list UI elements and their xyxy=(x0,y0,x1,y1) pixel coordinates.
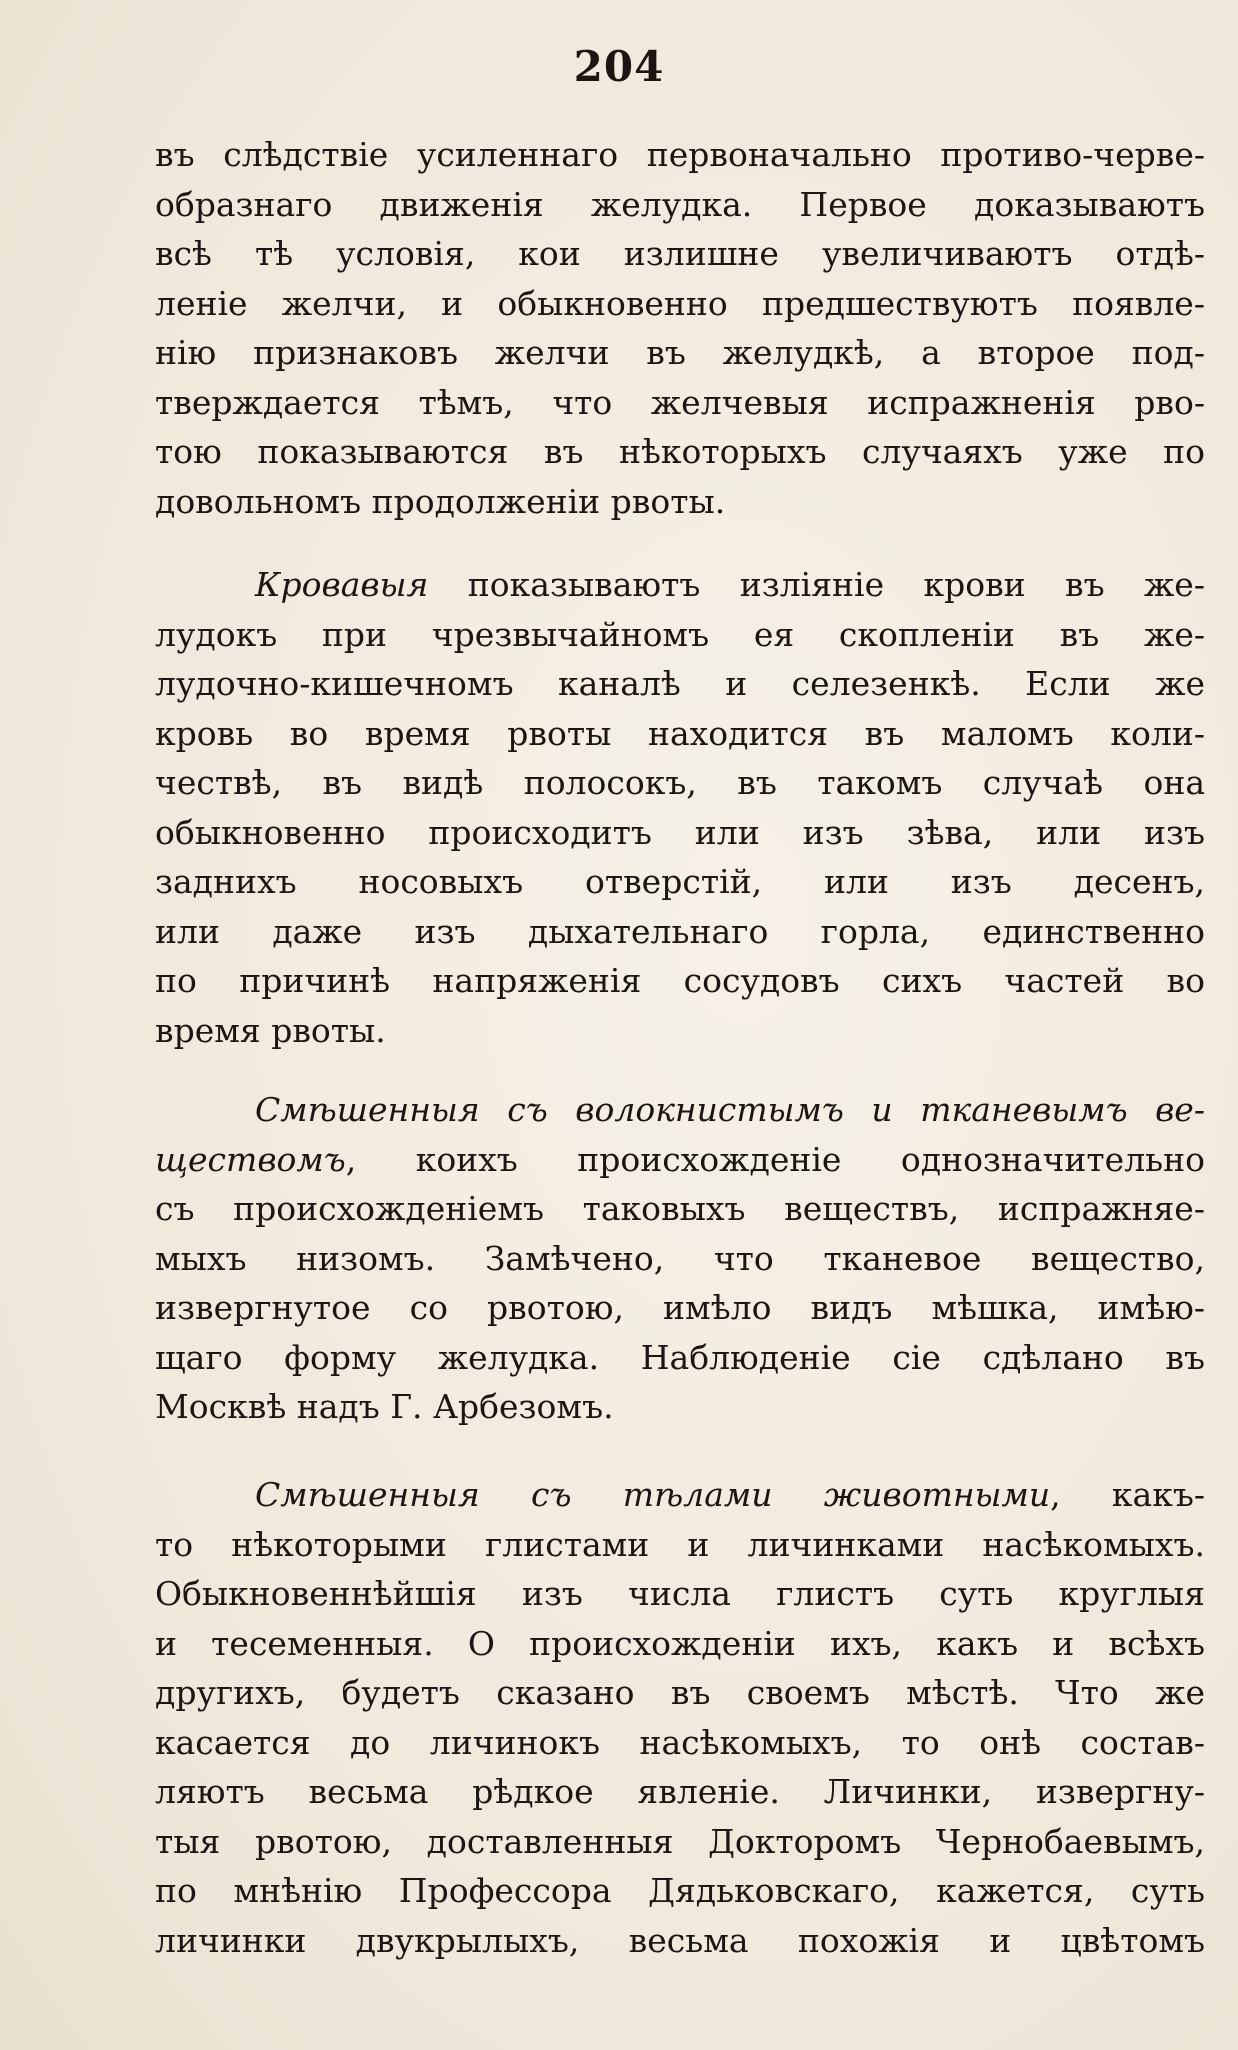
text-line: лудочно-кишечномъ каналѣ и селезенкѣ. Если же xyxy=(155,664,1205,703)
text-line: кровь во время рвоты находится въ маломъ коли- xyxy=(155,713,1205,753)
text-line: ляютъ весьма рѣдкое явленіе. Личинки, извергну- xyxy=(155,1772,1205,1811)
text-line: нію признаковъ желчи въ желудкѣ, а второе под- xyxy=(155,333,1205,372)
text-fragment: показываютъ изліяніе крови въ же- xyxy=(428,565,1205,604)
text-line: тыя рвотою, доставленныя Докторомъ Чернобаевымъ, xyxy=(155,1821,1205,1861)
text-line: тою показываются въ нѣкоторыхъ случаяхъ уже по xyxy=(155,432,1205,471)
text-line: касается до личинокъ насѣкомыхъ, то онѣ состав- xyxy=(155,1722,1205,1762)
text-line: или даже изъ дыхательнаго горла, единственно xyxy=(155,911,1205,951)
paragraph-4 xyxy=(155,1470,1205,1965)
text-line: тверждается тѣмъ, что желчевыя испражненія рво- xyxy=(155,382,1205,422)
text-line: извергнутое со рвотою, имѣло видъ мѣшка, имѣю- xyxy=(155,1288,1205,1327)
text-line: мыхъ низомъ. Замѣчено, что тканевое вещество, xyxy=(155,1238,1205,1278)
italic-term: Кровавыя xyxy=(255,565,429,604)
page-number: 204 xyxy=(573,42,665,91)
text-fragment: , коихъ происхожденіе однозначительно xyxy=(345,1139,1205,1179)
text-line xyxy=(155,560,1205,610)
italic-term: ществомъ xyxy=(155,1139,346,1179)
text-line: обыкновенно происходитъ или изъ зѣва, или изъ xyxy=(155,812,1205,852)
text-line: лудокъ при чрезвычайномъ ея скопленіи въ же- xyxy=(155,614,1205,654)
paragraph-3 xyxy=(155,1085,1205,1432)
text-line: личинки двукрылыхъ, весьма похожія и цвѣтомъ xyxy=(155,1920,1205,1960)
text-line: щаго форму желудка. Наблюденіе сіе сдѣлано въ xyxy=(155,1337,1205,1377)
text-line: чествѣ, въ видѣ полосокъ, въ такомъ случаѣ она xyxy=(155,763,1205,802)
text-line xyxy=(155,1470,1205,1520)
paragraph-2 xyxy=(155,560,1205,1055)
text-line: заднихъ носовыхъ отверстій, или изъ десенъ, xyxy=(155,862,1205,901)
text-line: въ слѣдствіе усиленнаго первоначально противо-черве- xyxy=(155,135,1205,174)
paragraph-1 xyxy=(155,130,1205,526)
text-line: Обыкновеннѣйшія изъ числа глистъ суть круглыя xyxy=(155,1574,1205,1613)
italic-term: Смѣшенныя съ волокнистымъ и тканевымъ ве- xyxy=(255,1090,1205,1129)
text-line: образнаго движенія желудка. Первое доказываютъ xyxy=(155,184,1205,224)
text-line: Москвѣ надъ Г. Арбезомъ. xyxy=(155,1387,614,1426)
text-line: по причинѣ напряженія сосудовъ сихъ частей во xyxy=(155,961,1205,1000)
text-fragment: , какъ- xyxy=(1050,1475,1205,1514)
text-line: съ происхожденіемъ таковыхъ веществъ, испражняе- xyxy=(155,1189,1205,1228)
text-line: по мнѣнію Профессора Дядьковскаго, кажется, суть xyxy=(155,1871,1205,1910)
text-line: довольномъ продолженіи рвоты. xyxy=(155,481,726,521)
text-line: леніе желчи, и обыкновенно предшествуютъ появле- xyxy=(155,283,1205,323)
text-line: другихъ, будетъ сказано въ своемъ мѣстѣ. Что же xyxy=(155,1673,1205,1712)
text-line xyxy=(155,1135,1205,1185)
italic-term: Смѣшенныя съ тѣлами животными xyxy=(255,1475,1051,1514)
text-line: всѣ тѣ условія, кои излишне увеличиваютъ отдѣ- xyxy=(155,234,1205,273)
text-line: и тесеменныя. О происхожденіи ихъ, какъ и всѣхъ xyxy=(155,1623,1205,1663)
text-line: то нѣкоторыми глистами и личинками насѣкомыхъ. xyxy=(155,1524,1205,1564)
text-line: время рвоты. xyxy=(155,1010,386,1050)
